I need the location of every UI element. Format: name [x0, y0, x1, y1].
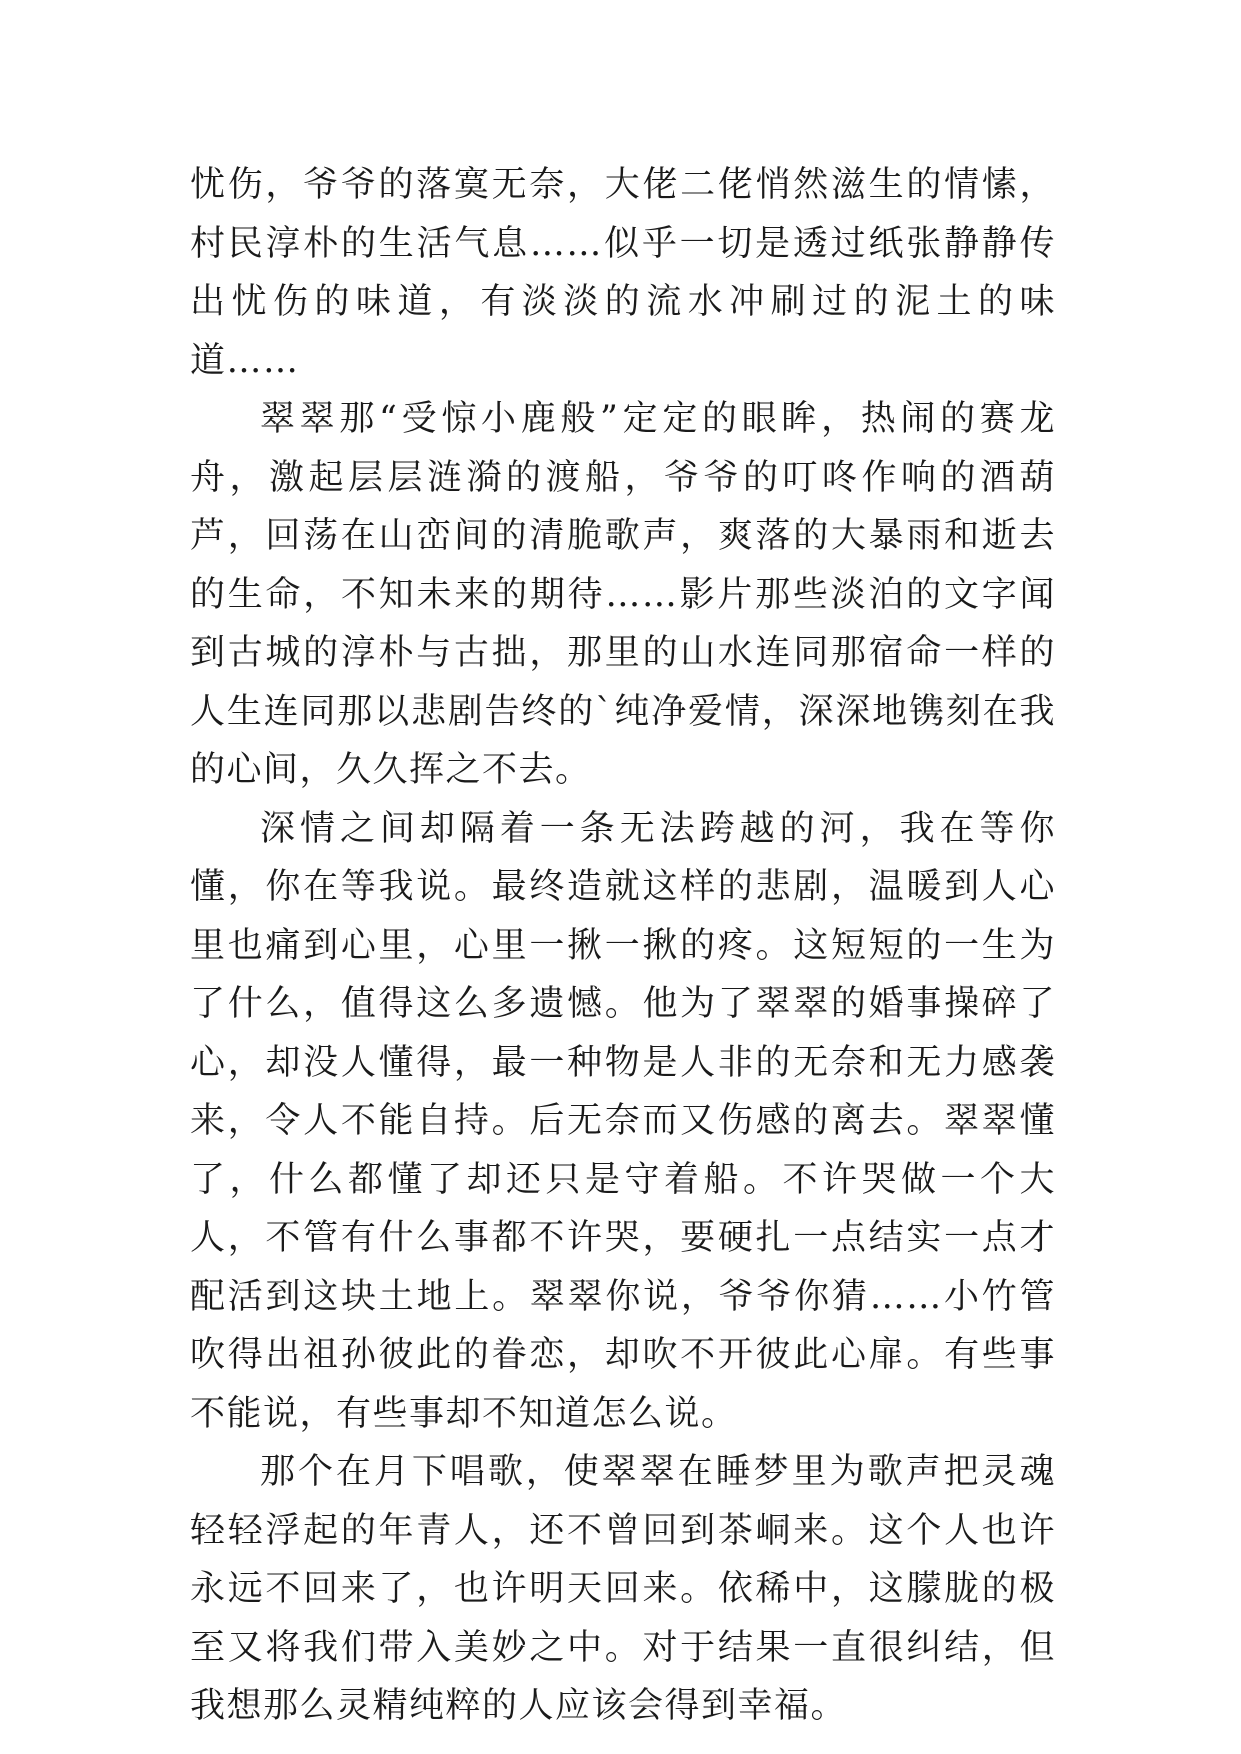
- paragraph-3: 深情之间却隔着一条无法跨越的河，我在等你懂，你在等我说。最终造就这样的悲剧，温暖到人心里也痛到心里，心里一揪一揪的疼。这短短的一生为了什么，值得这么多遗憾。他为了翠翠的婚事操碎了心，却没人懂得，最一种物是人非的无奈和无力感袭来，令人不能自持。后无奈而又伤感的离去。翠翠懂了，什么都懂了却还只是守着船。不许哭做一个大人，不管有什么事都不许哭，要硬扎一点结实一点才配活到这块土地上。翠翠你说，爷爷你猜……小竹管吹得出祖孙彼此的眷恋，却吹不开彼此心扉。有些事不能说，有些事却不知道怎么说。: [190, 808, 1056, 1434]
- document-body: [190, 156, 1056, 1736]
- paragraph-2: 翠翠那“受惊小鹿般”定定的眼眸，热闹的赛龙舟，激起层层涟漪的渡船，爷爷的叮咚作响的酒葫芦，回荡在山峦间的清脆歌声，爽落的大暴雨和逝去的生命，不知未来的期待……影片那些淡泊的文字闻到古城的淳朴与古拙，那里的山水连同那宿命一样的人生连同那以悲剧告终的`纯净爱情，深深地镌刻在我的心间，久久挥之不去。: [190, 399, 1056, 790]
- paragraph-4: 那个在月下唱歌，使翠翠在睡梦里为歌声把灵魂轻轻浮起的年青人，还不曾回到茶峒来。这个人也许永远不回来了，也许明天回来。依稀中，这朦胧的极至又将我们带入美妙之中。对于结果一直很纠结，但我想那么灵精纯粹的人应该会得到幸福。: [190, 1452, 1056, 1726]
- paragraph-1: 忧伤，爷爷的落寞无奈，大佬二佬悄然滋生的情愫，村民淳朴的生活气息……似乎一切是透过纸张静静传出忧伤的味道，有淡淡的流水冲刷过的泥土的味道……: [190, 165, 1056, 381]
